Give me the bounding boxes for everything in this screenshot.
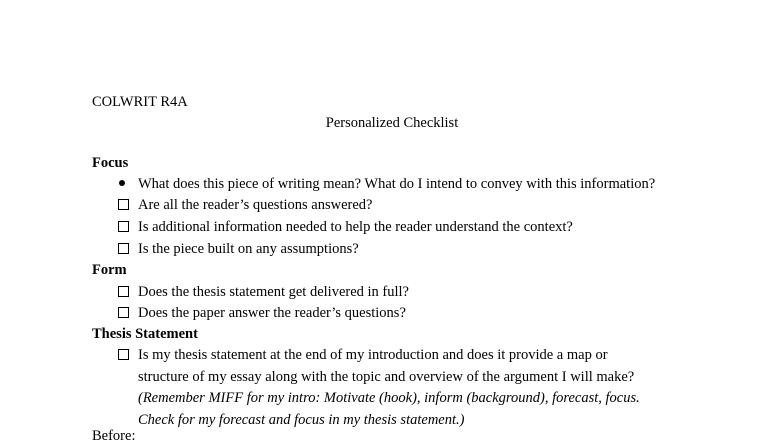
- checklist-item: [118, 345, 640, 431]
- item-text: Are all the reader’s questions answered?: [138, 197, 373, 213]
- item-text: What does this piece of writing mean? What do I intend to convey with this information?: [138, 176, 656, 192]
- course-code: COLWRIT R4A: [92, 94, 188, 110]
- item-text: Is additional information needed to help the reader understand the context?: [138, 219, 573, 235]
- checkbox-icon[interactable]: [118, 303, 138, 321]
- checklist-item: [118, 282, 409, 304]
- checklist-item: [118, 195, 372, 217]
- checkbox-icon[interactable]: [118, 195, 138, 213]
- checklist-item: [118, 239, 359, 261]
- item-text: Does the paper answer the reader’s questions?: [138, 305, 406, 321]
- item-text-line: Is my thesis statement at the end of my introduction and does it provide a map or: [138, 347, 608, 363]
- note-line: Check for my forecast and focus in my thesis statement.): [138, 411, 465, 428]
- section-heading-focus: Focus: [92, 155, 129, 171]
- item-text: [138, 345, 640, 431]
- item-text: Is the piece built on any assumptions?: [138, 241, 359, 257]
- page-title: Personalized Checklist: [325, 115, 459, 131]
- bullet-icon: [118, 174, 138, 192]
- checklist-item: [118, 303, 406, 325]
- item-text-line: structure of my essay along with the topic and overview of the argument I will make?: [138, 368, 635, 385]
- item-text: Does the thesis statement get delivered in full?: [138, 284, 409, 300]
- section-heading-form: Form: [92, 262, 127, 278]
- checkbox-icon[interactable]: [118, 239, 138, 257]
- checklist-item: [118, 217, 573, 239]
- note-line: (Remember MIFF for my intro: Motivate (hook), inform (background), forecast, focus.: [138, 390, 640, 406]
- checkbox-icon[interactable]: [118, 345, 138, 363]
- section-heading-thesis-statement: Thesis Statement: [92, 326, 198, 342]
- checklist-item: [118, 174, 655, 196]
- checkbox-icon[interactable]: [118, 217, 138, 235]
- partial-footer-text: Before:: [92, 428, 136, 444]
- checkbox-icon[interactable]: [118, 282, 138, 300]
